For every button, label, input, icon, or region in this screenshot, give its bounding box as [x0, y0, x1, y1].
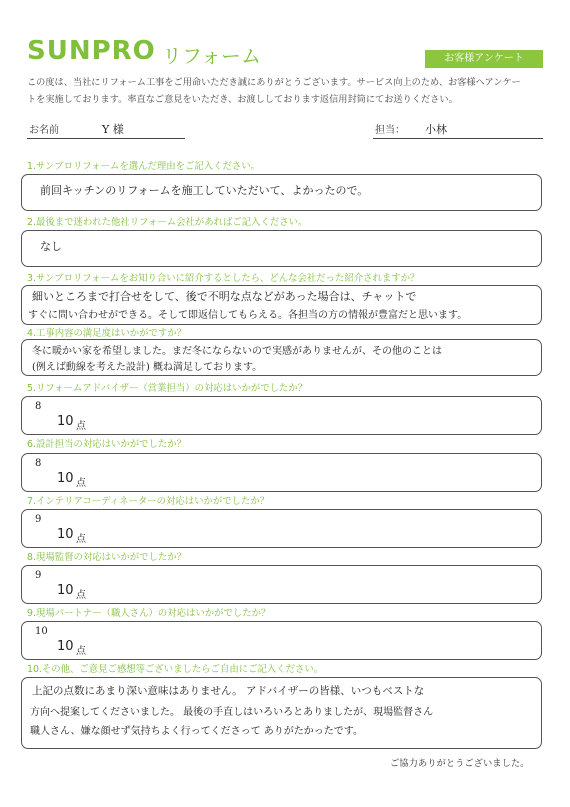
comment-text: 職人さん、嫌な顔せず気持ちよく行ってくださって ありがたかったです。: [30, 726, 363, 737]
score-value: 8: [35, 401, 42, 412]
question-label: 5.リフォームアドバイザー（営業担当）の対応はいかがでしたか？: [27, 383, 308, 394]
answer-text: なし: [40, 240, 62, 253]
score-max: 10: [57, 583, 74, 598]
question-label: 9.現場パートナー（職人さん）の対応はいかがでしたか？: [27, 608, 271, 619]
answer-text: 細いところまで打合せをして、後で不明な点などがあった場合は、チャットで: [32, 290, 417, 303]
score-max: 10: [57, 414, 74, 429]
customer-name-value: Y 様: [102, 123, 124, 136]
score-unit: 点: [76, 646, 86, 657]
answer-text: 冬に暖かい家を希望しました。まだ冬にならないので実感がありませんが、その他のことは: [32, 346, 442, 357]
rating-box: [21, 453, 542, 492]
intro-text: [27, 74, 547, 108]
comment-text: 方向へ提案してくださいました。 最後の手直しはいろいろとありましたが、現場監督さん: [30, 707, 434, 718]
answer-text: 前回キッチンのリフォームを施工していただいて、よかったので。: [40, 184, 369, 197]
question-label: 1.サンプロリフォームを選んだ理由をご記入ください。: [27, 161, 261, 172]
intro-line: トを実施しております。率直なご意見をいただき、お渡ししております返信用封筒にてお送りください。: [27, 94, 458, 105]
staff-value: 小林: [425, 123, 447, 136]
score-value: 9: [35, 570, 42, 581]
question-label: 7.インテリアコーディネーターの対応はいかがでしたか？: [27, 496, 270, 507]
intro-line: この度は、当社にリフォーム工事をご用命いただき誠にありがとうございます。サービス向上のため、お客様へアンケー: [27, 77, 521, 88]
score-value: 8: [35, 458, 42, 469]
question-label: 3.サンプロリフォームをお知り合いに紹介するとしたら、どんな会社だった紹介されますか？: [27, 273, 420, 284]
question-label: 2.最後まで迷われた他社リフォーム会社があればご記入ください。: [27, 217, 308, 228]
score-max: 10: [57, 527, 74, 542]
survey-tag: お客様アンケート: [425, 50, 543, 68]
customer-name-label: お名前: [29, 125, 59, 136]
score-max: 10: [57, 639, 74, 654]
question-label: 4.工事内容の満足度はいかがですか？: [27, 328, 186, 339]
comment-text: 上記の点数にあまり深い意味はありません。 アドバイザーの皆様、いつもベストな: [32, 685, 425, 697]
closing-thanks: ご協力ありがとうございました。: [390, 758, 530, 769]
score-value: 9: [35, 514, 42, 525]
staff-field: [373, 118, 543, 139]
rating-box: [21, 509, 542, 548]
staff-label: 担当：: [375, 125, 405, 136]
score-value: 10: [35, 626, 48, 637]
rating-box: [21, 621, 542, 660]
score-unit: 点: [76, 590, 86, 601]
answer-text: すぐに問い合わせができる。そして即返信してもらえる。各担当の方の情報が豊富だと思います。: [28, 310, 468, 321]
rating-box: [21, 396, 542, 435]
logo-reform: リフォーム: [162, 44, 261, 68]
question-label: 6.設計担当の対応はいかがでしたか？: [27, 439, 186, 450]
rating-box: [21, 565, 542, 604]
answer-text: (例えば動線を考えた設計) 概ね満足しております。: [32, 362, 263, 373]
score-unit: 点: [76, 534, 86, 545]
question-label: 8.現場監督の対応はいかがでしたか？: [27, 552, 186, 563]
answer-box: [21, 230, 542, 267]
score-max: 10: [57, 471, 74, 486]
question-label: 10.その他、ご意見ご感想等ございましたらご自由にご記入ください。: [27, 664, 324, 675]
score-unit: 点: [76, 478, 86, 489]
customer-name-field: [27, 118, 185, 139]
logo-sunpro: SUNPRO: [27, 36, 156, 66]
score-unit: 点: [76, 421, 86, 432]
